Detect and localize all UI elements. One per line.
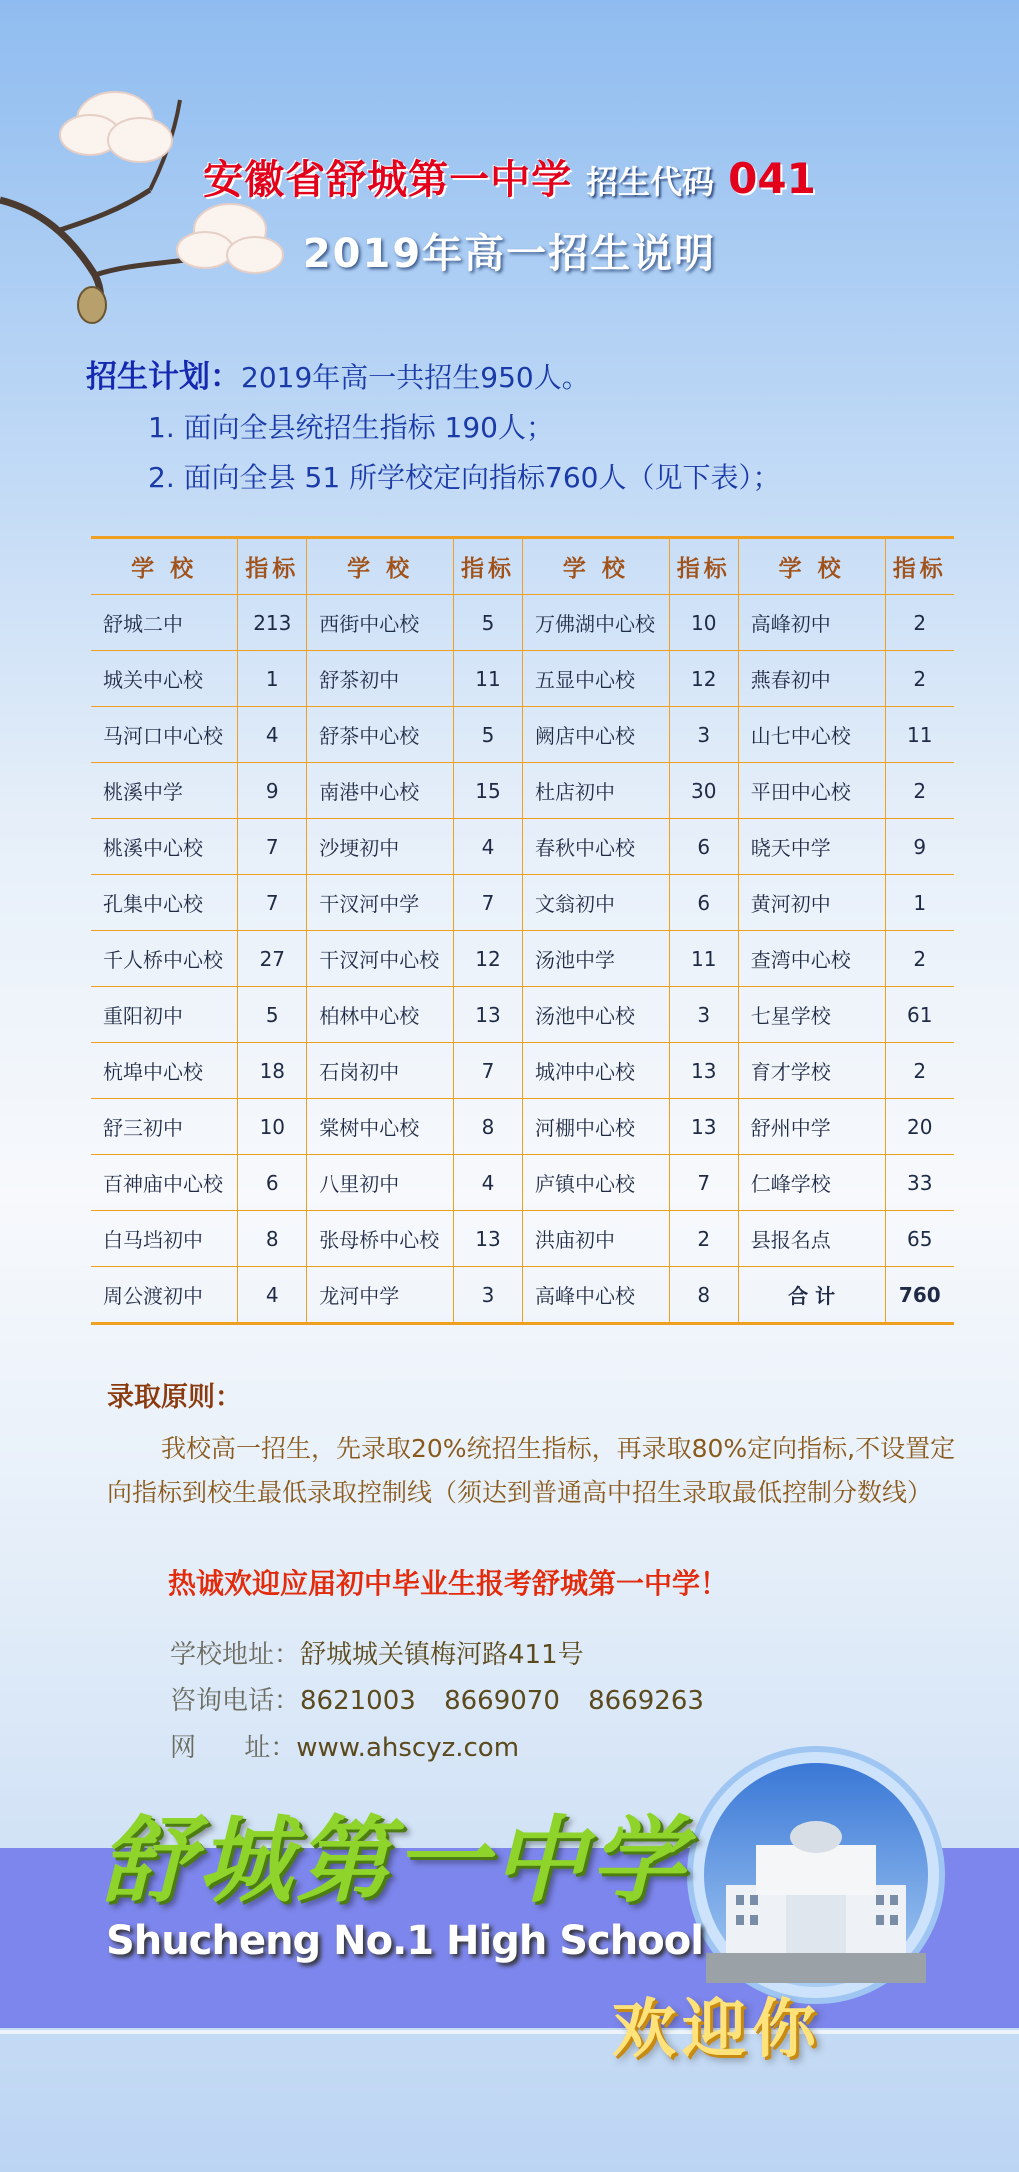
school-cell: 黄河初中	[738, 875, 885, 931]
quota-cell: 11	[454, 651, 523, 707]
school-cell: 张母桥中心校	[307, 1211, 454, 1267]
quota-cell: 20	[885, 1099, 954, 1155]
school-cell: 桃溪中心校	[91, 819, 238, 875]
school-cell: 干汊河中学	[307, 875, 454, 931]
quota-cell: 12	[669, 651, 738, 707]
column-header-quota: 指标	[669, 538, 738, 595]
table-row	[91, 1155, 954, 1211]
quota-cell: 2	[669, 1211, 738, 1267]
school-calligraphy-logo: 舒城第一中学	[100, 1806, 689, 1916]
column-header-school: 学 校	[522, 538, 669, 595]
school-cell: 百神庙中心校	[91, 1155, 238, 1211]
school-cell: 汤池中心校	[522, 987, 669, 1043]
quota-cell: 9	[885, 819, 954, 875]
quota-cell: 11	[669, 931, 738, 987]
plan-label: 招生计划：	[86, 359, 241, 395]
school-cell: 城冲中心校	[522, 1043, 669, 1099]
school-cell: 舒城二中	[91, 595, 238, 651]
school-cell: 重阳初中	[91, 987, 238, 1043]
quota-cell: 12	[454, 931, 523, 987]
welcome-banner-text: 欢迎你	[612, 1993, 822, 2067]
quota-cell: 4	[454, 1155, 523, 1211]
school-cell: 五显中心校	[522, 651, 669, 707]
school-cell: 晓天中学	[738, 819, 885, 875]
school-cell: 舒茶初中	[307, 651, 454, 707]
quota-cell: 7	[454, 1043, 523, 1099]
quota-cell: 5	[238, 987, 307, 1043]
plan-summary: 2019年高一共招生950人。	[241, 361, 590, 394]
table-row	[91, 931, 954, 987]
school-cell: 石岗初中	[307, 1043, 454, 1099]
school-cell: 查湾中心校	[738, 931, 885, 987]
school-cell: 万佛湖中心校	[522, 595, 669, 651]
quota-cell: 65	[885, 1211, 954, 1267]
quota-cell: 4	[238, 1267, 307, 1324]
school-cell: 舒茶中心校	[307, 707, 454, 763]
phone-line	[170, 1680, 704, 1717]
banner-divider	[0, 2030, 1019, 2034]
school-cell: 仁峰学校	[738, 1155, 885, 1211]
school-cell: 城关中心校	[91, 651, 238, 707]
phone-label: 咨询电话：	[170, 1686, 301, 1716]
quota-cell: 1	[238, 651, 307, 707]
table-row	[91, 763, 954, 819]
quota-cell: 8	[454, 1099, 523, 1155]
quota-cell: 3	[669, 707, 738, 763]
admission-title: 录取原则：	[107, 1382, 242, 1413]
quota-cell: 4	[454, 819, 523, 875]
quota-cell: 18	[238, 1043, 307, 1099]
school-name: 安徽省舒城第一中学	[203, 157, 573, 203]
school-cell: 孔集中心校	[91, 875, 238, 931]
quota-cell: 30	[669, 763, 738, 819]
welcome-message: 热诚欢迎应届初中毕业生报考舒城第一中学！	[168, 1567, 729, 1600]
quota-cell: 3	[454, 1267, 523, 1324]
table-row	[91, 875, 954, 931]
quota-cell: 2	[885, 763, 954, 819]
quota-cell: 2	[885, 651, 954, 707]
quota-cell: 27	[238, 931, 307, 987]
school-cell: 沙埂初中	[307, 819, 454, 875]
admission-text: 我校高一招生，先录取20%统招生指标，再录取80%定向指标,不设置定向指标到校生最低录取控制线（须达到普通高中招生录取最低控制分数线）	[107, 1434, 956, 1507]
school-cell: 春秋中心校	[522, 819, 669, 875]
enrollment-code-number: 041	[728, 154, 816, 203]
enrollment-code-label: 招生代码	[586, 163, 715, 201]
school-cell: 高峰中心校	[522, 1267, 669, 1324]
school-cell: 燕春初中	[738, 651, 885, 707]
quota-cell: 8	[669, 1267, 738, 1324]
table-row	[91, 987, 954, 1043]
school-cell: 汤池中学	[522, 931, 669, 987]
phone-numbers: 8621003 8669070 8669263	[300, 1686, 704, 1716]
quota-cell: 8	[238, 1211, 307, 1267]
quota-cell: 33	[885, 1155, 954, 1211]
school-cell: 县报名点	[738, 1211, 885, 1267]
quota-cell: 11	[885, 707, 954, 763]
quota-cell: 7	[669, 1155, 738, 1211]
quota-cell: 10	[238, 1099, 307, 1155]
school-cell: 南港中心校	[307, 763, 454, 819]
plan-item: 2. 面向全县 51 所学校定向指标760人（见下表）；	[148, 461, 781, 494]
school-cell: 河棚中心校	[522, 1099, 669, 1155]
school-cell: 棠树中心校	[307, 1099, 454, 1155]
quota-cell: 2	[885, 931, 954, 987]
school-cell: 马河口中心校	[91, 707, 238, 763]
school-cell: 八里初中	[307, 1155, 454, 1211]
total-label-cell: 合 计	[738, 1267, 885, 1324]
quota-cell: 213	[238, 595, 307, 651]
header-title-line	[0, 148, 1019, 203]
quota-cell: 5	[454, 595, 523, 651]
school-cell: 桃溪中学	[91, 763, 238, 819]
plan-item: 1. 面向全县统招生指标 190人；	[148, 411, 554, 444]
table-row	[91, 1211, 954, 1267]
school-cell: 龙河中学	[307, 1267, 454, 1324]
quota-cell: 10	[669, 595, 738, 651]
column-header-school: 学 校	[738, 538, 885, 595]
school-cell: 周公渡初中	[91, 1267, 238, 1324]
column-header-school: 学 校	[91, 538, 238, 595]
quota-table	[91, 536, 954, 1325]
column-header-school: 学 校	[307, 538, 454, 595]
quota-cell: 1	[885, 875, 954, 931]
table-row	[91, 1043, 954, 1099]
quota-cell: 2	[885, 595, 954, 651]
school-cell: 高峰初中	[738, 595, 885, 651]
column-header-quota: 指标	[885, 538, 954, 595]
school-cell: 山七中心校	[738, 707, 885, 763]
school-cell: 文翁初中	[522, 875, 669, 931]
table-row	[91, 595, 954, 651]
school-cell: 杭埠中心校	[91, 1043, 238, 1099]
website-url[interactable]: www.ahscyz.com	[296, 1733, 520, 1763]
table-header-row	[91, 538, 954, 595]
school-cell: 干汊河中心校	[307, 931, 454, 987]
page-subtitle: 2019年高一招生说明	[302, 231, 717, 277]
school-cell: 阙店中心校	[522, 707, 669, 763]
quota-cell: 61	[885, 987, 954, 1043]
plan-summary-line	[86, 352, 781, 403]
column-header-quota: 指标	[454, 538, 523, 595]
quota-cell: 13	[454, 1211, 523, 1267]
quota-cell: 7	[238, 875, 307, 931]
quota-cell: 2	[885, 1043, 954, 1099]
quota-cell: 4	[238, 707, 307, 763]
school-cell: 七星学校	[738, 987, 885, 1043]
table-row	[91, 651, 954, 707]
column-header-quota: 指标	[238, 538, 307, 595]
table-row	[91, 707, 954, 763]
quota-cell: 13	[454, 987, 523, 1043]
address-value: 舒城城关镇梅河路411号	[300, 1640, 584, 1670]
quota-cell: 9	[238, 763, 307, 819]
school-cell: 西街中心校	[307, 595, 454, 651]
school-cell: 柏林中心校	[307, 987, 454, 1043]
table-row	[91, 1099, 954, 1155]
quota-cell: 5	[454, 707, 523, 763]
school-cell: 千人桥中心校	[91, 931, 238, 987]
quota-cell: 15	[454, 763, 523, 819]
school-cell: 舒三初中	[91, 1099, 238, 1155]
enrollment-plan	[86, 352, 781, 503]
quota-cell: 13	[669, 1043, 738, 1099]
quota-cell: 7	[238, 819, 307, 875]
website-line	[170, 1727, 519, 1764]
table-row	[91, 819, 954, 875]
website-label: 网 址：	[170, 1733, 297, 1763]
school-cell: 育才学校	[738, 1043, 885, 1099]
school-cell: 庐镇中心校	[522, 1155, 669, 1211]
school-building-photo	[686, 1745, 946, 2005]
quota-cell: 7	[454, 875, 523, 931]
address-label: 学校地址：	[170, 1640, 301, 1670]
quota-cell: 3	[669, 987, 738, 1043]
address-line	[170, 1634, 584, 1671]
school-cell: 舒州中学	[738, 1099, 885, 1155]
total-value-cell: 760	[885, 1267, 954, 1324]
quota-cell: 6	[669, 875, 738, 931]
table-row	[91, 1267, 954, 1324]
school-cell: 平田中心校	[738, 763, 885, 819]
english-school-name: Shucheng No.1 High School	[106, 1918, 703, 1964]
quota-cell: 13	[669, 1099, 738, 1155]
quota-cell: 6	[238, 1155, 307, 1211]
school-cell: 白马垱初中	[91, 1211, 238, 1267]
school-cell: 洪庙初中	[522, 1211, 669, 1267]
school-cell: 杜店初中	[522, 763, 669, 819]
quota-cell: 6	[669, 819, 738, 875]
